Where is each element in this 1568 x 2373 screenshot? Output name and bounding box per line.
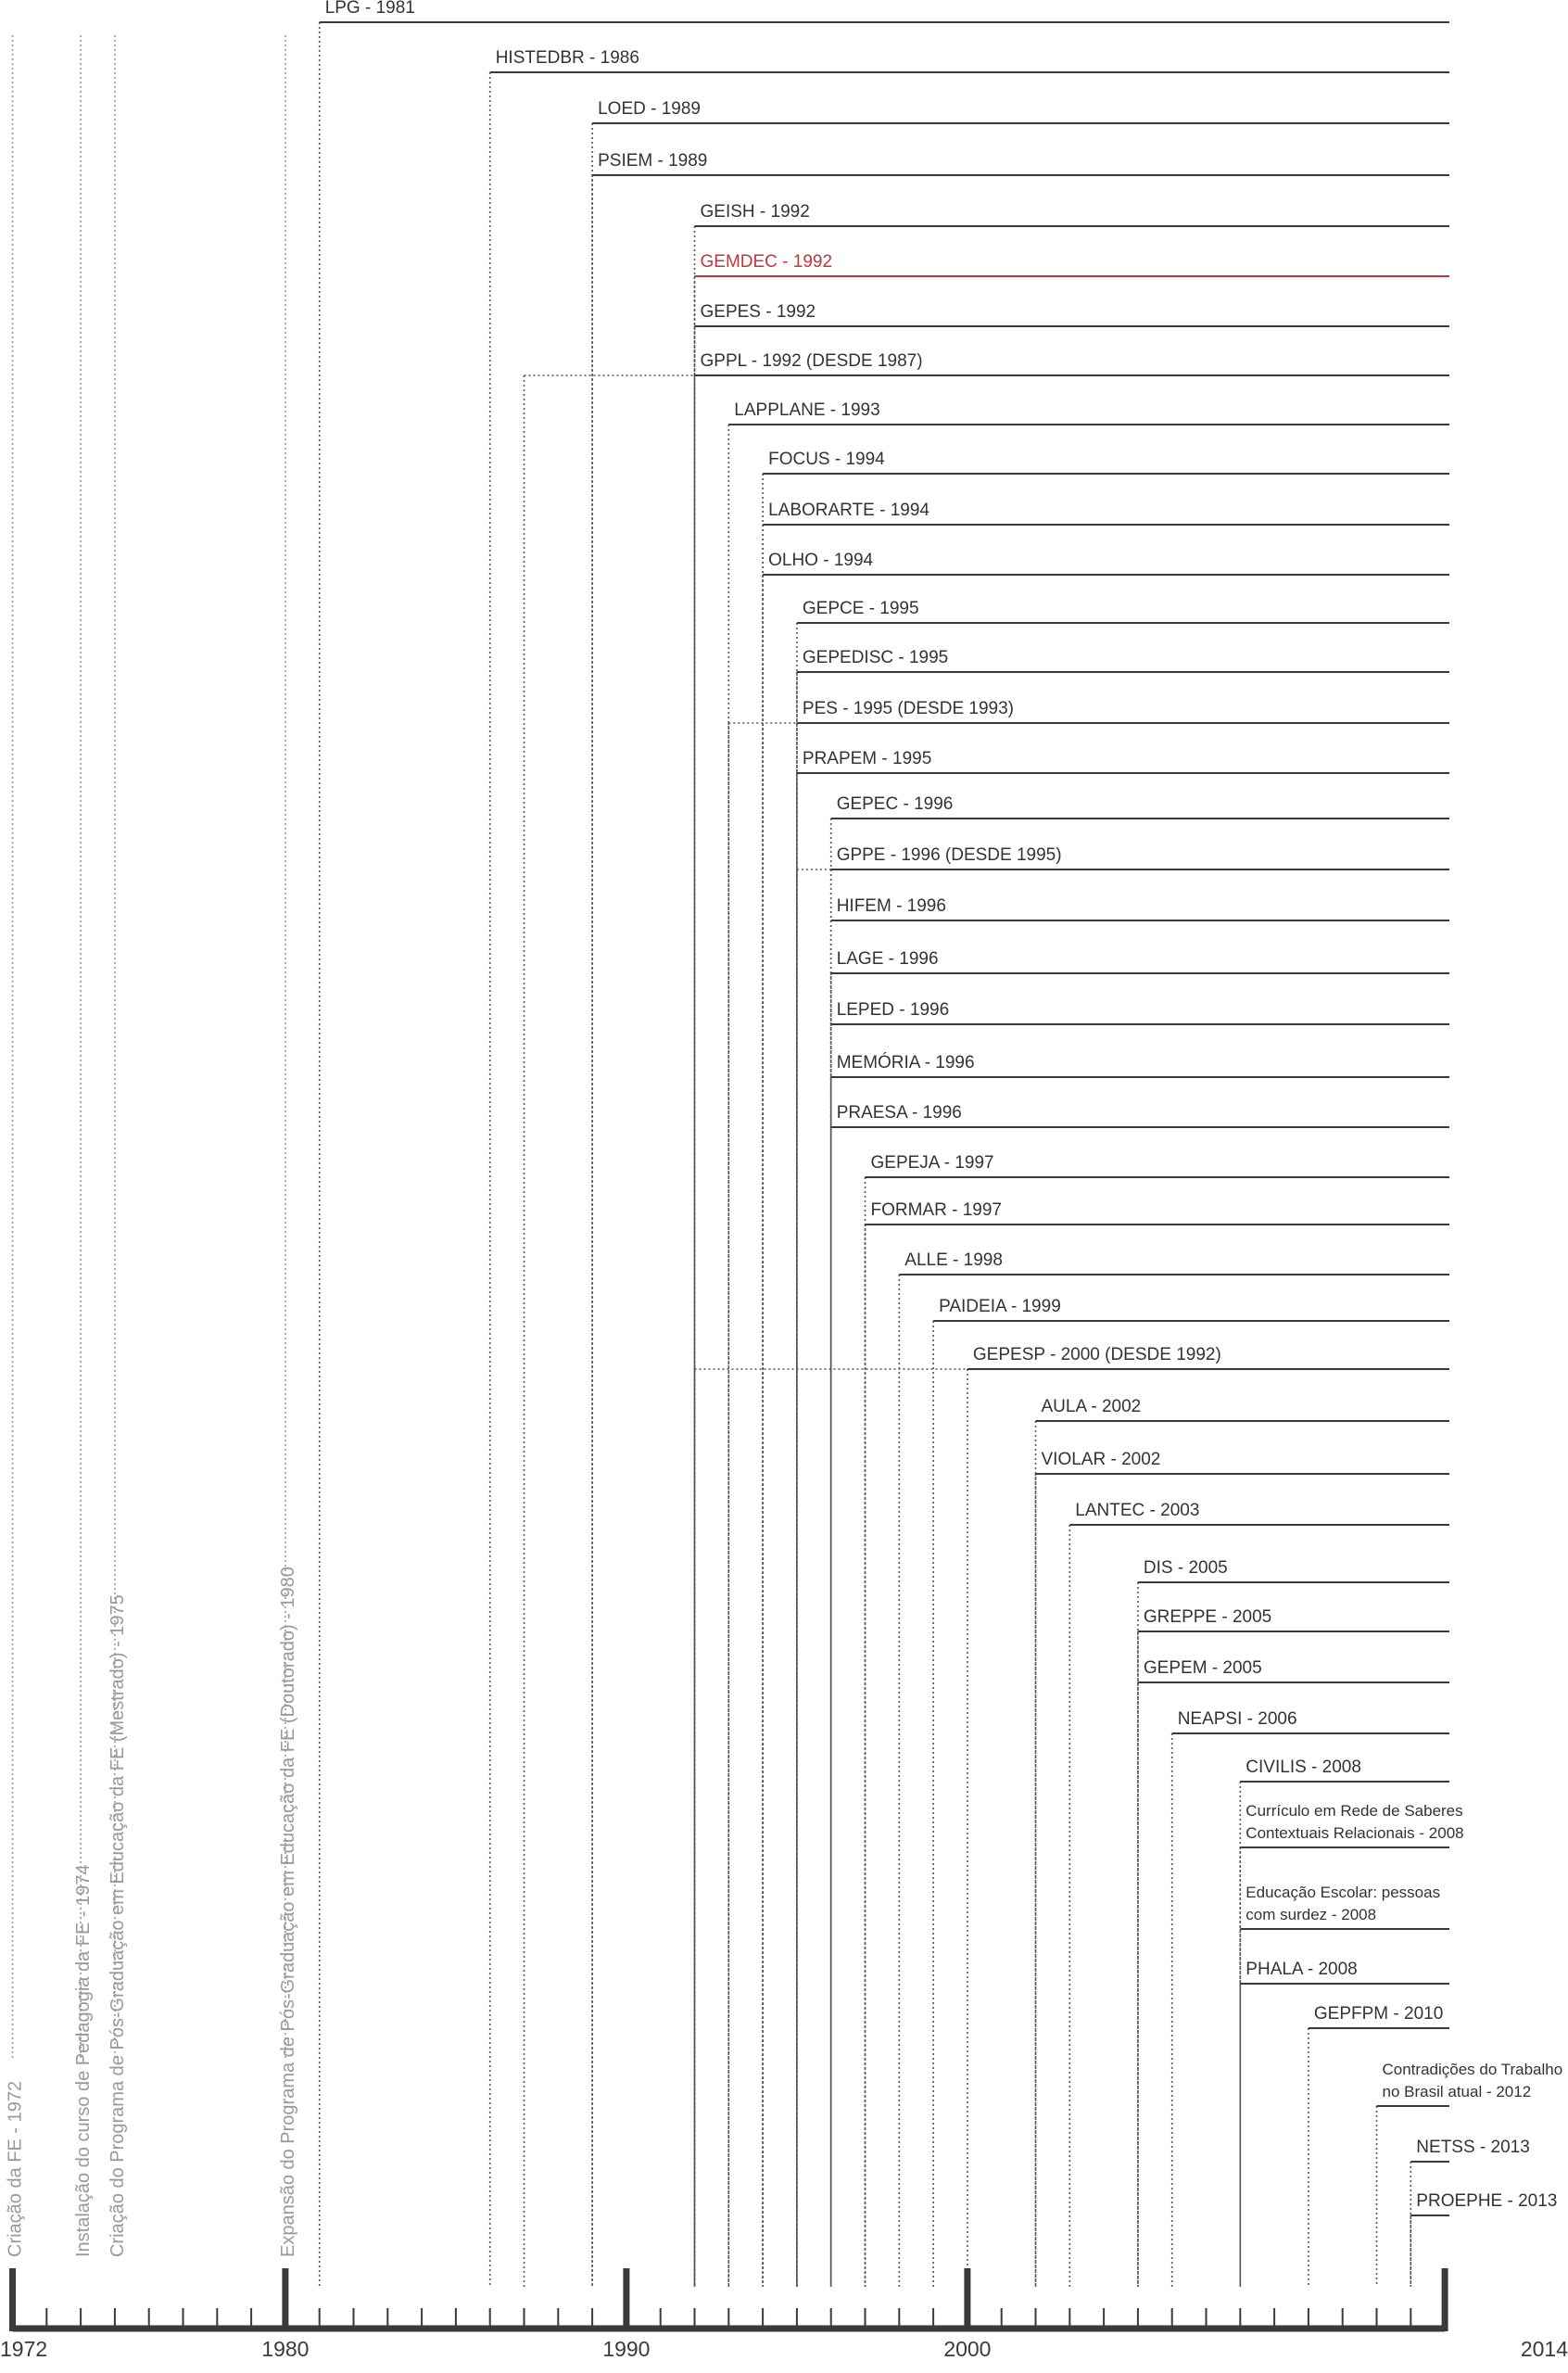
group-label: FORMAR - 1997 <box>870 1200 1002 1220</box>
group-label: GEISH - 1992 <box>700 202 810 222</box>
event-marker <box>107 35 128 2257</box>
axis-year-label: 1972 <box>0 2337 48 2361</box>
group-label: PAIDEIA - 1999 <box>939 1297 1061 1316</box>
group-item <box>899 1250 1449 2287</box>
group-item <box>1377 2061 1563 2287</box>
group-item <box>320 0 1449 2287</box>
event-marker <box>278 35 298 2257</box>
group-label: LABORARTE - 1994 <box>768 501 930 520</box>
group-item <box>1410 2191 1557 2287</box>
group-label: HIFEM - 1996 <box>836 896 946 916</box>
group-label: GEPCE - 1995 <box>802 599 919 618</box>
group-label: LPG - 1981 <box>324 0 415 18</box>
group-label: GEPEDISC - 1995 <box>802 648 949 667</box>
group-item <box>1172 1709 1449 2287</box>
timeline-axis <box>0 2268 1568 2361</box>
group-item <box>866 1153 1450 2287</box>
group-label: VIOLAR - 2002 <box>1041 1450 1161 1469</box>
group-item <box>933 1297 1449 2287</box>
group-item <box>1036 1397 1450 2287</box>
group-label: no Brasil atual - 2012 <box>1382 2083 1532 2100</box>
group-item <box>1410 2138 1530 2287</box>
group-item <box>831 1000 1449 2287</box>
group-label: Contextuais Relacionais - 2008 <box>1246 1824 1464 1842</box>
group-label: GEPEM - 2005 <box>1143 1658 1262 1678</box>
group-label: GEPES - 1992 <box>700 302 816 322</box>
group-label: ALLE - 1998 <box>904 1250 1003 1270</box>
group-item <box>831 1103 1449 2287</box>
group-label: LANTEC - 2003 <box>1075 1501 1200 1520</box>
group-label: com surdez - 2008 <box>1246 1906 1377 1923</box>
group-label: GPPE - 1996 (DESDE 1995) <box>836 845 1062 865</box>
group-label: GEPEC - 1996 <box>836 794 954 814</box>
group-item <box>831 1052 1449 2287</box>
event-label: Instalação do curso de Pedagogia da FE - 1974 <box>73 1864 95 2257</box>
group-label: OLHO - 1994 <box>768 551 874 570</box>
groups-layer <box>320 0 1562 2287</box>
group-label: PROEPHE - 2013 <box>1416 2191 1558 2211</box>
axis-year-label: 1990 <box>602 2337 651 2361</box>
group-label: PES - 1995 (DESDE 1993) <box>802 699 1015 718</box>
group-label: GEPFPM - 2010 <box>1313 2004 1444 2024</box>
event-label: Expansão do Programa de Pós-Graduação em Educação da FE (Doutorado) - 1980 <box>277 1567 298 2257</box>
group-label: FOCUS - 1994 <box>768 450 885 469</box>
event-marker <box>73 35 94 2257</box>
group-item <box>525 351 1450 2287</box>
group-label: MEMÓRIA - 1996 <box>836 1053 975 1072</box>
group-label: PSIEM - 1989 <box>598 151 708 171</box>
group-label: Currículo em Rede de Saberes <box>1246 1802 1463 1820</box>
group-label: LAGE - 1996 <box>836 949 939 969</box>
group-label: GEMDEC - 1992 <box>700 252 833 272</box>
group-item <box>592 99 1449 2287</box>
group-label: AULA - 2002 <box>1041 1397 1142 1416</box>
group-label: LAPPLANE - 1993 <box>734 400 880 420</box>
group-label: CIVILIS - 2008 <box>1246 1758 1361 1777</box>
group-label: PRAESA - 1996 <box>836 1103 962 1123</box>
group-label: PRAPEM - 1995 <box>802 749 932 768</box>
group-label: NETSS - 2013 <box>1416 2138 1530 2157</box>
group-label: DIS - 2005 <box>1143 1558 1228 1578</box>
group-item <box>1036 1450 1450 2287</box>
group-label: GPPL - 1992 (DESDE 1987) <box>700 351 923 371</box>
group-label: GEPESP - 2000 (DESDE 1992) <box>972 1345 1221 1364</box>
event-label: Criação da FE - 1972 <box>5 2080 26 2257</box>
group-label: GEPEJA - 1997 <box>870 1153 994 1173</box>
group-label: LOED - 1989 <box>598 99 702 119</box>
event-label: Criação do Programa de Pós-Graduação em Educação da FE (Mestrado) - 1975 <box>107 1594 128 2257</box>
group-item <box>831 949 1449 2287</box>
group-label: Educação Escolar: pessoas <box>1246 1884 1441 1901</box>
group-item <box>728 699 1449 2287</box>
group-label: Contradições do Trabalho <box>1382 2061 1563 2078</box>
group-label: LEPED - 1996 <box>836 1000 950 1020</box>
group-item <box>1240 1802 1463 2287</box>
axis-year-label: 2000 <box>943 2337 992 2361</box>
group-label: NEAPSI - 2006 <box>1177 1709 1297 1729</box>
axis-year-label: 1980 <box>261 2337 310 2361</box>
group-label: HISTEDBR - 1986 <box>495 48 639 68</box>
group-label: GREPPE - 2005 <box>1143 1607 1272 1627</box>
group-label: PHALA - 2008 <box>1246 1960 1358 1979</box>
events-layer <box>6 35 298 2257</box>
axis-year-label: 2014 <box>1520 2337 1568 2361</box>
event-marker <box>6 35 26 2257</box>
